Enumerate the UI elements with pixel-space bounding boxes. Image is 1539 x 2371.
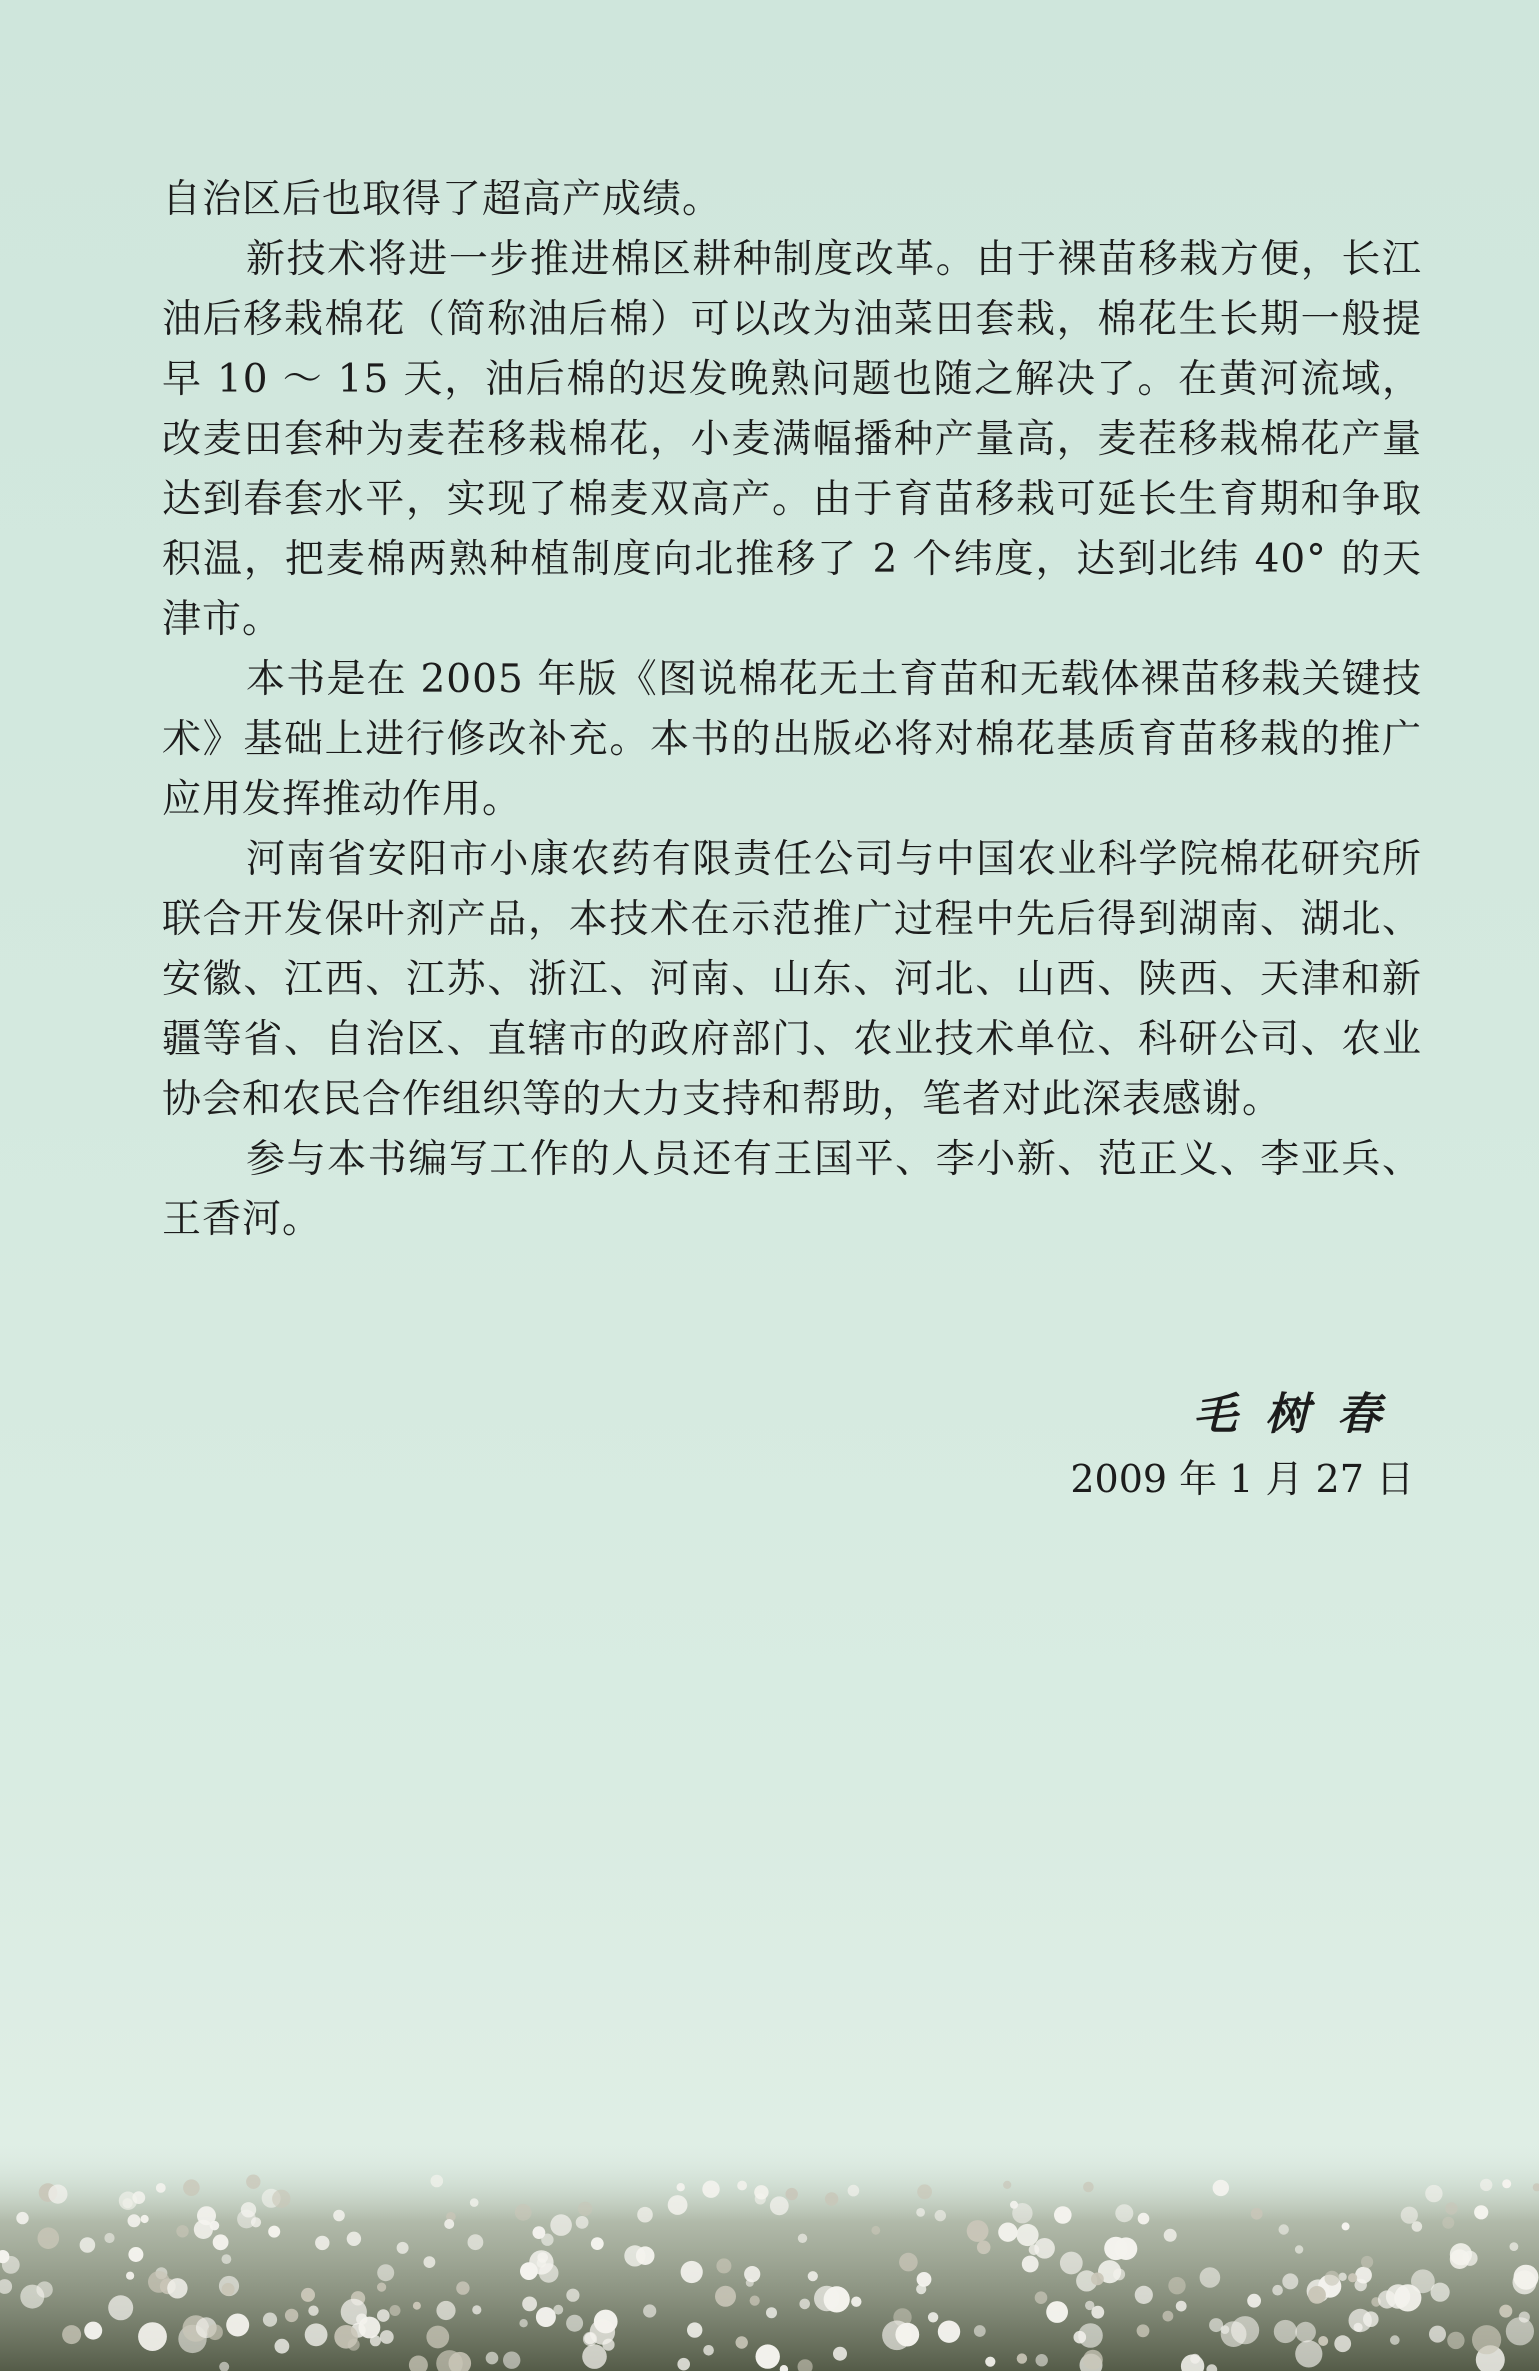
cotton-boll	[48, 2185, 67, 2204]
cotton-boll	[126, 2272, 134, 2280]
cotton-boll	[895, 2323, 919, 2347]
cotton-boll	[308, 2306, 318, 2316]
cotton-boll	[128, 2247, 143, 2262]
cotton-boll	[824, 2286, 850, 2312]
cotton-boll	[637, 2207, 653, 2223]
cotton-boll	[1431, 2283, 1450, 2302]
cotton-boll	[917, 2184, 932, 2199]
cotton-boll	[1295, 2322, 1316, 2343]
cotton-boll	[380, 2330, 394, 2344]
paragraph-new-technology: 新技术将进一步推进棉区耕种制度改革。由于裸苗移栽方便，长江油后移栽棉花（简称油后棉）可以改为油菜田套栽，棉花生长期一般提早 10 ～ 15 天，油后棉的迟发晚熟问题也随之解决了。在黄河流域，改麦田套种为麦茬移栽棉花，小麦满幅播种产量高，麦茬移栽棉花产量达到春套水平，实现了棉麦双高产。由于育苗移栽可延长生育期和争取积温，把麦棉两熟种植制度向北推移了 2 个纬度，达到北纬 40° 的天津市。	[162, 237, 1422, 642]
cotton-boll	[636, 2246, 655, 2265]
cotton-boll	[1163, 2311, 1174, 2322]
cotton-boll	[1342, 2222, 1350, 2230]
cotton-boll	[703, 2345, 714, 2356]
cotton-boll	[1274, 2320, 1297, 2343]
cotton-boll	[1231, 2316, 1259, 2344]
cotton-boll	[138, 2322, 167, 2351]
cotton-boll	[1480, 2179, 1492, 2191]
cotton-boll	[1035, 2291, 1048, 2304]
signature-date: 2009 年 1 月 27 日	[1070, 1457, 1414, 1501]
cotton-boll	[737, 2181, 747, 2191]
cotton-boll	[84, 2322, 102, 2340]
cotton-boll	[566, 2315, 583, 2332]
cotton-boll	[503, 2352, 520, 2369]
cotton-boll	[285, 2309, 298, 2322]
cotton-boll	[305, 2323, 328, 2346]
cotton-boll	[539, 2263, 559, 2283]
cotton-boll	[472, 2305, 481, 2314]
cotton-boll	[263, 2313, 277, 2327]
cotton-boll	[533, 2226, 546, 2239]
cotton-boll	[62, 2325, 81, 2344]
cotton-boll	[1325, 2271, 1340, 2286]
cotton-boll	[436, 2301, 455, 2320]
cotton-boll	[456, 2281, 469, 2294]
cotton-boll	[1447, 2332, 1464, 2349]
cotton-boll	[576, 2216, 589, 2229]
cotton-boll	[1060, 2252, 1083, 2275]
cotton-boll	[1251, 2208, 1263, 2220]
cotton-boll	[1247, 2294, 1261, 2308]
cotton-boll	[80, 2237, 96, 2253]
cotton-boll	[1176, 2301, 1187, 2312]
cotton-boll	[871, 2226, 880, 2235]
cotton-boll	[1164, 2229, 1177, 2242]
cotton-boll	[899, 2253, 918, 2272]
cotton-boll	[1017, 2353, 1027, 2363]
cotton-boll	[967, 2220, 989, 2242]
cotton-boll	[550, 2214, 572, 2236]
cotton-boll	[1003, 2181, 1011, 2189]
cotton-boll	[798, 2234, 807, 2243]
cotton-boll	[744, 2266, 760, 2282]
cotton-boll	[1401, 2207, 1418, 2224]
cotton-boll	[702, 2181, 719, 2198]
cotton-boll	[808, 2271, 818, 2281]
cotton-boll	[1355, 2267, 1372, 2284]
cotton-boll	[1115, 2204, 1133, 2222]
cotton-boll	[1046, 2301, 1068, 2323]
cotton-boll	[119, 2192, 137, 2210]
cotton-boll	[468, 2234, 484, 2250]
cotton-boll	[226, 2314, 249, 2337]
cotton-boll	[268, 2226, 280, 2238]
cotton-boll	[917, 2272, 932, 2287]
cotton-boll	[998, 2223, 1017, 2242]
cotton-boll	[347, 2232, 361, 2246]
cotton-boll	[413, 2302, 421, 2310]
paragraph-acknowledgements: 河南省安阳市小康农药有限责任公司与中国农业科学院棉花研究所联合开发保叶剂产品，本技术在示范推广过程中先后得到湖南、湖北、安徽、江西、江苏、浙江、河南、山东、河北、山西、陕西、天津和新疆等省、自治区、直辖市的政府部门、农业技术单位、科研公司、农业协会和农民合作组织等的大力支持和帮助，笔者对此深表感谢。	[162, 837, 1422, 1122]
cotton-boll	[716, 2258, 731, 2273]
cotton-boll	[602, 2339, 614, 2351]
cotton-boll	[591, 2237, 604, 2250]
cotton-boll	[377, 2264, 394, 2281]
cotton-boll	[851, 2297, 861, 2307]
cotton-boll	[1499, 2305, 1512, 2318]
cotton-boll	[1514, 2265, 1539, 2290]
cotton-boll	[377, 2283, 386, 2292]
cotton-boll	[272, 2190, 290, 2208]
cotton-boll	[566, 2289, 579, 2302]
cotton-boll	[1137, 2324, 1150, 2337]
cotton-boll	[1083, 2350, 1103, 2370]
cotton-boll	[974, 2325, 986, 2337]
cotton-boll	[156, 2183, 166, 2193]
paragraph-continuation: 自治区后也取得了超高产成绩。	[162, 177, 723, 222]
cotton-boll	[1318, 2336, 1328, 2346]
cotton-boll	[1168, 2277, 1185, 2294]
cotton-boll	[1338, 2273, 1346, 2281]
cotton-boll	[1190, 2354, 1200, 2364]
cotton-boll	[1034, 2238, 1055, 2259]
cotton-boll	[1104, 2237, 1127, 2260]
cotton-boll	[848, 2185, 860, 2197]
cotton-boll	[1429, 2326, 1446, 2343]
cotton-boll	[928, 2312, 938, 2322]
cotton-boll	[985, 2357, 995, 2367]
cotton-boll	[736, 2336, 748, 2348]
cotton-boll	[522, 2297, 537, 2312]
cotton-boll	[1361, 2256, 1373, 2268]
cotton-boll	[1091, 2273, 1104, 2286]
cotton-boll	[377, 2309, 390, 2322]
cotton-boll	[470, 2198, 479, 2207]
paragraph-book-revision: 本书是在 2005 年版《图说棉花无土育苗和无载体裸苗移栽关键技术》基础上进行修改补充。本书的出版必将对棉花基质育苗移栽的推广应用发挥推动作用。	[162, 657, 1422, 822]
cotton-boll	[1348, 2273, 1357, 2282]
cotton-boll	[176, 2225, 188, 2237]
cotton-boll	[390, 2305, 401, 2316]
cotton-boll	[1138, 2213, 1150, 2225]
cotton-boll	[1295, 2245, 1303, 2253]
cotton-boll	[246, 2175, 260, 2189]
cotton-boll	[1334, 2335, 1351, 2352]
cotton-boll	[1036, 2354, 1048, 2366]
cotton-boll	[1113, 2268, 1125, 2280]
cotton-boll	[237, 2210, 256, 2229]
cotton-boll	[916, 2284, 926, 2294]
cotton-field-image	[0, 2141, 1539, 2371]
cotton-boll	[148, 2271, 170, 2293]
cotton-boll	[1221, 2325, 1230, 2334]
cotton-boll	[770, 2196, 789, 2215]
cotton-boll	[1472, 2325, 1501, 2354]
cotton-boll	[578, 2202, 592, 2216]
cotton-boll	[1474, 2205, 1488, 2219]
cotton-boll	[1506, 2317, 1534, 2345]
cotton-boll	[1450, 2249, 1470, 2269]
cotton-boll	[520, 2262, 538, 2280]
cotton-boll	[515, 2204, 532, 2221]
cotton-boll	[128, 2214, 141, 2227]
cotton-boll	[141, 2215, 149, 2223]
cotton-boll	[167, 2278, 187, 2298]
cotton-boll	[1279, 2224, 1289, 2234]
cotton-boll	[1012, 2203, 1032, 2223]
cotton-boll	[444, 2219, 454, 2229]
cotton-boll	[833, 2347, 847, 2361]
cotton-boll	[222, 2283, 235, 2296]
cotton-boll	[938, 2321, 960, 2343]
cotton-boll	[1442, 2217, 1454, 2229]
cotton-boll	[553, 2305, 563, 2315]
cotton-boll	[715, 2286, 736, 2307]
cotton-boll	[1213, 2180, 1229, 2196]
cotton-boll	[754, 2185, 768, 2199]
cotton-boll	[1200, 2267, 1221, 2288]
preface-body	[162, 170, 1422, 1250]
cotton-boll	[799, 2299, 810, 2310]
cotton-boll	[1054, 2206, 1072, 2224]
cotton-boll	[1445, 2202, 1457, 2214]
cotton-boll	[397, 2242, 409, 2254]
cotton-boll	[334, 2325, 358, 2349]
cotton-boll	[681, 2261, 703, 2283]
cotton-boll	[1135, 2286, 1153, 2304]
cotton-boll	[825, 2192, 838, 2205]
cotton-boll	[1349, 2309, 1372, 2332]
cotton-boll	[687, 2322, 702, 2337]
paragraph-contributors: 参与本书编写工作的人员还有王国平、李小新、范正义、李亚兵、王香河。	[162, 1137, 1422, 1242]
cotton-boll	[183, 2179, 200, 2196]
cotton-boll	[1074, 2331, 1087, 2344]
cotton-boll	[756, 2344, 780, 2368]
cotton-boll	[1282, 2273, 1298, 2289]
cotton-boll	[519, 2319, 527, 2327]
cotton-boll	[977, 2241, 991, 2255]
cotton-boll	[1083, 2182, 1094, 2193]
cotton-boll	[668, 2195, 688, 2215]
cotton-boll	[1386, 2284, 1410, 2308]
cotton-boll	[359, 2317, 381, 2339]
cotton-boll	[108, 2295, 133, 2320]
cotton-boll	[1295, 2340, 1322, 2367]
cotton-boll	[1308, 2286, 1326, 2304]
cotton-boll	[1390, 2335, 1400, 2345]
cotton-boll	[1425, 2185, 1442, 2202]
cotton-boll	[750, 2296, 760, 2306]
cotton-boll	[301, 2288, 315, 2302]
cotton-boll	[315, 2236, 329, 2250]
cotton-boll	[786, 2188, 798, 2200]
cotton-boll	[1085, 2301, 1094, 2310]
cotton-boll	[207, 2324, 223, 2340]
cotton-boll	[222, 2254, 232, 2264]
cotton-boll	[1502, 2179, 1511, 2188]
cotton-boll	[1022, 2256, 1039, 2273]
author-signature: 毛树春	[1193, 1389, 1409, 1440]
cotton-boll	[1016, 2224, 1038, 2246]
cotton-boll	[431, 2175, 444, 2188]
cotton-boll	[1272, 2285, 1283, 2296]
cotton-boll	[766, 2307, 777, 2318]
cotton-boll	[643, 2304, 656, 2317]
cotton-boll	[426, 2326, 449, 2349]
cotton-boll	[916, 2208, 925, 2217]
cotton-boll	[677, 2183, 685, 2191]
cotton-boll	[935, 2210, 946, 2221]
cotton-boll	[104, 2233, 114, 2243]
cotton-boll	[583, 2332, 597, 2346]
cotton-boll	[36, 2281, 52, 2297]
cotton-boll	[536, 2307, 556, 2327]
cotton-boll	[213, 2234, 229, 2250]
cotton-boll	[194, 2220, 213, 2239]
cotton-boll	[370, 2335, 381, 2346]
cotton-boll	[210, 2221, 220, 2231]
cotton-boll	[38, 2227, 60, 2249]
cotton-boll	[275, 2339, 290, 2354]
cotton-boll	[16, 2212, 28, 2224]
cotton-boll	[333, 2210, 345, 2222]
cotton-boll	[424, 2256, 436, 2268]
cotton-boll	[582, 2344, 607, 2369]
cotton-boll	[677, 2358, 690, 2371]
cotton-boll	[486, 2352, 499, 2365]
cotton-boll	[1510, 2242, 1519, 2251]
